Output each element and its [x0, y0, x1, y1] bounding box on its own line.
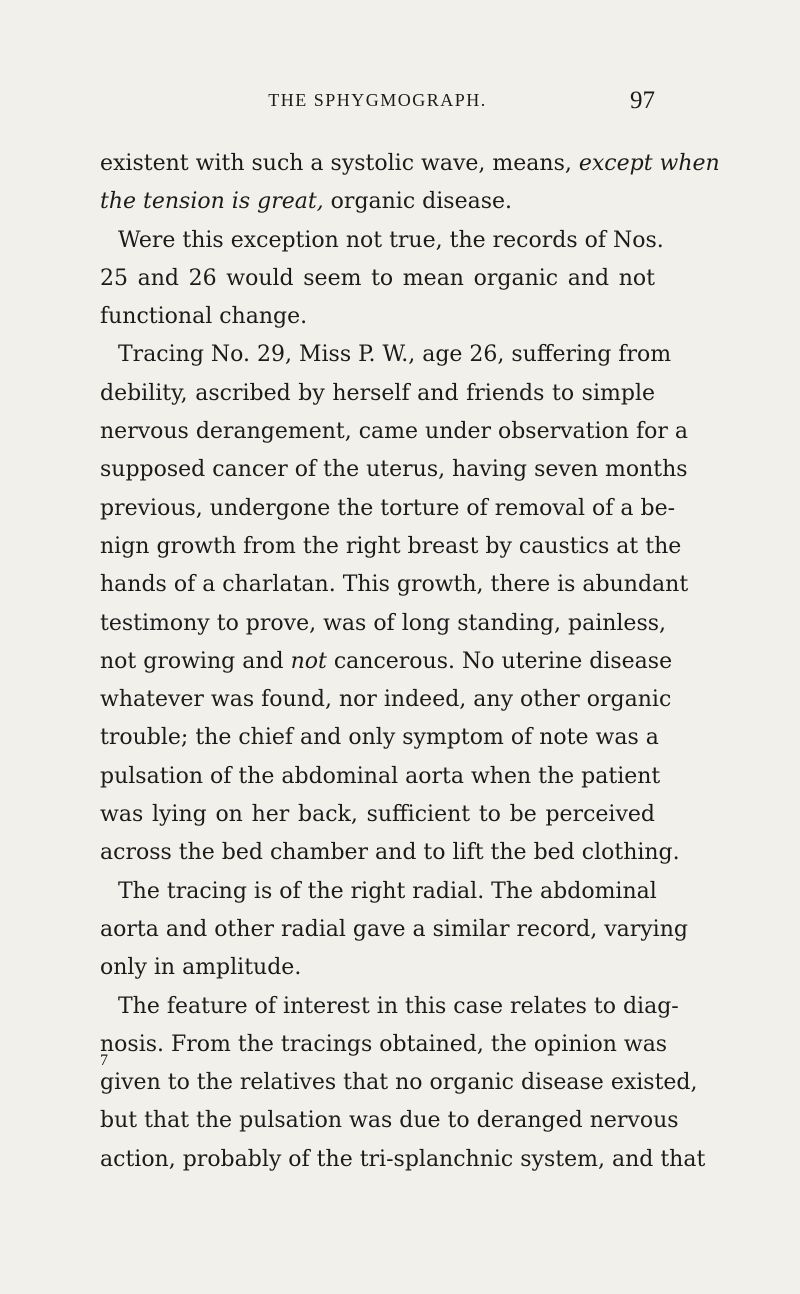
body-text: [100, 145, 720, 1179]
text-line: previous, undergone the torture of removal of a be-: [100, 495, 676, 521]
text-line: nervous derangement, came under observation for a: [100, 419, 688, 445]
text-line: 25 and 26 would seem to mean organic and not: [100, 265, 655, 291]
page-number: 97: [630, 87, 655, 114]
signature-mark: 7: [100, 1052, 108, 1069]
text-line: The tracing is of the right radial. The abdominal: [118, 878, 657, 904]
text-line: Tracing No. 29, Miss P. W., age 26, suffering from: [118, 342, 672, 368]
running-title: THE SPHYGMOGRAPH.: [268, 90, 487, 110]
text-line: given to the relatives that no organic disease existed,: [100, 1070, 698, 1096]
text-line: Were this exception not true, the records of Nos.: [118, 227, 664, 253]
text-line: existent with such a systolic wave, means, except when: [100, 151, 720, 176]
text-line: nosis. From the tracings obtained, the opinion was: [100, 1031, 668, 1057]
text-line: nign growth from the right breast by caustics at the: [100, 533, 682, 559]
running-header: [100, 87, 655, 120]
text-line: the tension is great, organic disease.: [100, 189, 513, 215]
text-line: testimony to prove, was of long standing, painless,: [100, 610, 667, 636]
text-line: trouble; the chief and only symptom of note was a: [100, 725, 659, 751]
text-line: across the bed chamber and to lift the bed clothing.: [100, 840, 680, 866]
text-line: was lying on her back, sufficient to be perceived: [100, 802, 655, 828]
text-line: pulsation of the abdominal aorta when the patient: [100, 763, 661, 789]
text-line: debility, ascribed by herself and friends to simple: [100, 380, 655, 406]
text-line: supposed cancer of the uterus, having seven months: [100, 457, 688, 483]
text-line: not growing and not cancerous. No uterine disease: [100, 648, 673, 674]
text-line: action, probably of the tri-splanchnic system, and that: [100, 1146, 706, 1172]
text-line: The feature of interest in this case relates to diag-: [118, 993, 679, 1019]
text-line: functional change.: [100, 304, 308, 330]
text-line: but that the pulsation was due to deranged nervous: [100, 1108, 679, 1134]
text-line: aorta and other radial gave a similar record, varying: [100, 916, 688, 942]
text-line: only in amplitude.: [100, 955, 302, 981]
text-line: hands of a charlatan. This growth, there is abundant: [100, 572, 689, 598]
text-line: whatever was found, nor indeed, any other organic: [100, 687, 672, 713]
